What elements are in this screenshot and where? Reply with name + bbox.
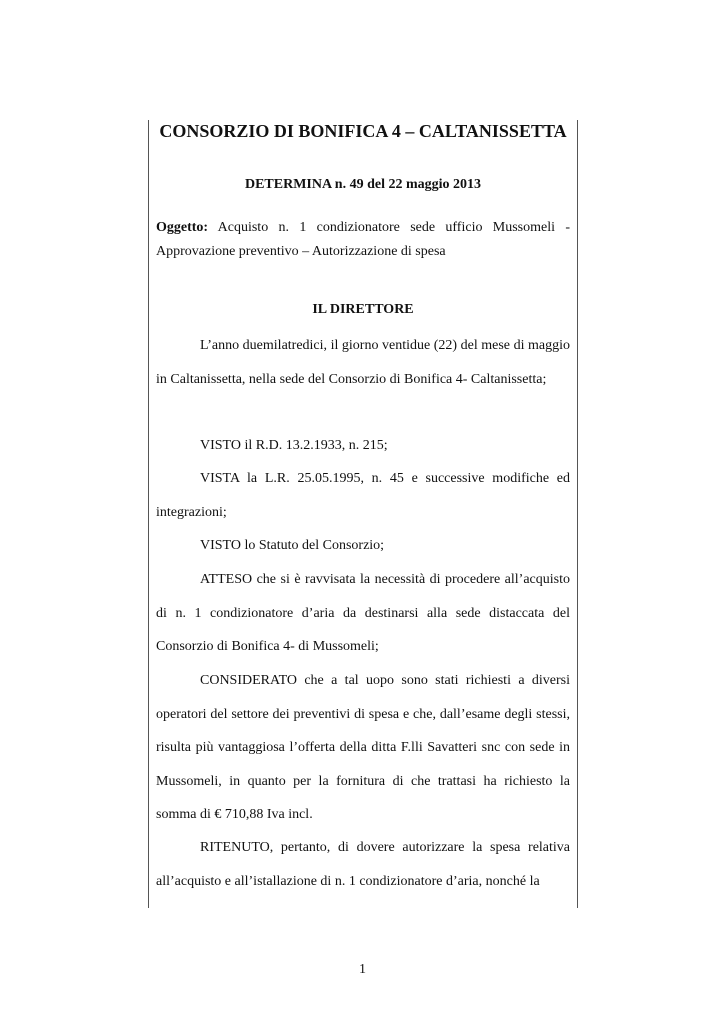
paragraph-atteso: ATTESO che si è ravvisata la necessità di procedere all’acquisto di n. 1 condizionatore d’aria da destinarsi alla sede distaccata del Consorzio di Bonifica 4- di Mussomeli; xyxy=(156,572,570,654)
paragraph-ritenuto: RITENUTO, pertanto, di dovere autorizzare la spesa relativa all’acquisto e all’istallazione di n. 1 condizionatore d’aria, nonché la xyxy=(156,840,570,889)
subject-text: Acquisto n. 1 condizionatore sede ufficio Mussomeli - Approvazione preventivo – Autorizzazione di spesa xyxy=(156,220,570,259)
paragraph-anno: L’anno duemilatredici, il giorno ventidue (22) del mese di maggio in Caltanissetta, nella sede del Consorzio di Bonifica 4- Caltanissetta; xyxy=(156,338,570,387)
subject-paragraph xyxy=(156,216,570,264)
left-margin-rule xyxy=(148,120,149,908)
paragraph-vista-lr: VISTA la L.R. 25.05.1995, n. 45 e successive modifiche ed integrazioni; xyxy=(156,471,570,520)
page-number: 1 xyxy=(359,962,366,977)
document-title: CONSORZIO DI BONIFICA 4 – CALTANISSETTA xyxy=(159,121,567,141)
paragraph-visto-rd: VISTO il R.D. 13.2.1933, n. 215; xyxy=(200,438,388,453)
director-heading: IL DIRETTORE xyxy=(312,302,414,317)
paragraph-visto-statuto: VISTO lo Statuto del Consorzio; xyxy=(200,538,385,553)
determina-heading: DETERMINA n. 49 del 22 maggio 2013 xyxy=(244,177,482,192)
right-margin-rule xyxy=(577,120,578,908)
subject-label: Oggetto: xyxy=(156,220,209,235)
paragraph-considerato: CONSIDERATO che a tal uopo sono stati richiesti a diversi operatori del settore dei preventivi di spesa e che, dall’esame degli stessi, risulta più vantaggiosa l’offerta della ditta F.lli Savatteri snc con sede in Mussomeli, in quanto per la fornitura di che trattasi ha richiesto la somma di € 710,88 Iva incl. xyxy=(156,673,570,822)
